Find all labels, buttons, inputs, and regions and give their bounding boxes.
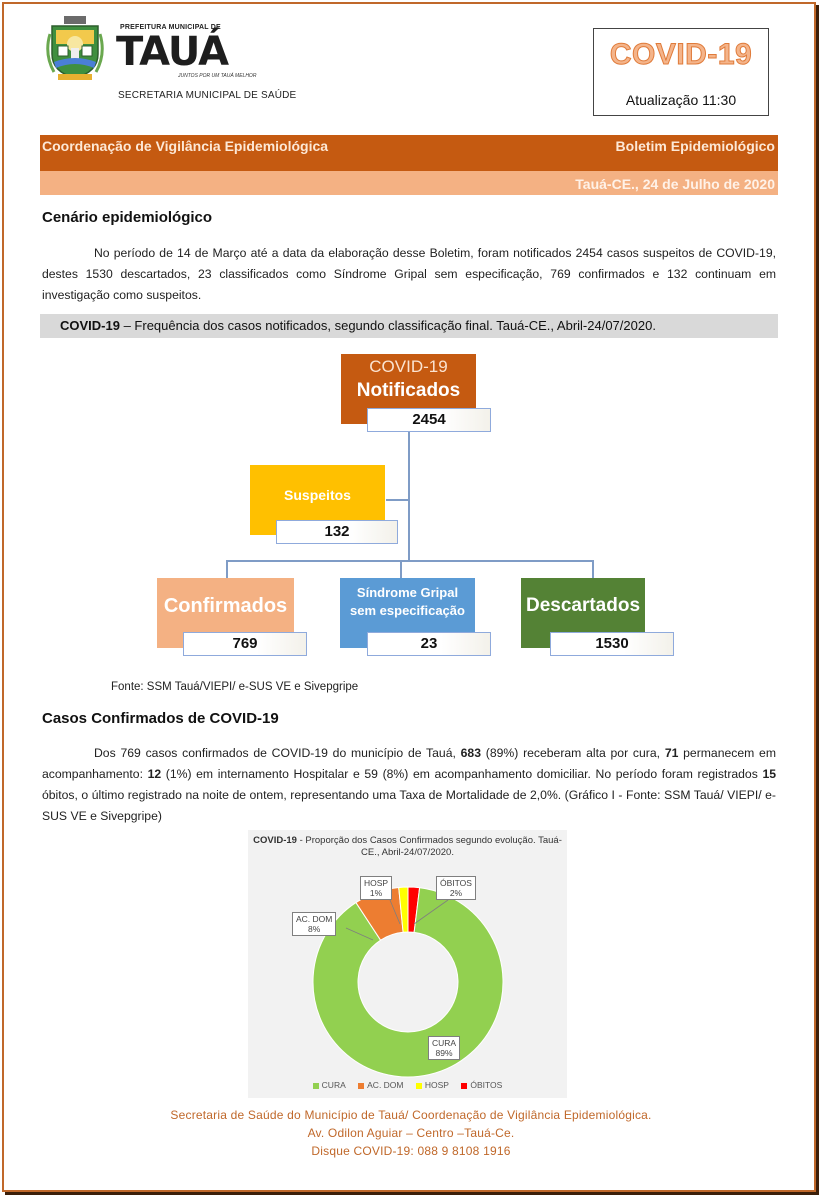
legend-item-acdom bbox=[358, 1080, 403, 1090]
label-obitos-pct: 2% bbox=[449, 888, 463, 898]
brand-name: TAUÁ bbox=[116, 29, 229, 75]
deaths-count: 15 bbox=[762, 767, 776, 781]
connector-trunk bbox=[408, 432, 410, 560]
donut-chart bbox=[248, 830, 567, 1098]
node-notificados-line2: Notificados bbox=[356, 380, 461, 401]
caption-rest: – Frequência dos casos notificados, segundo classificação final. Tauá-CE., Abril-24/07/2020. bbox=[119, 318, 656, 333]
label-hosp bbox=[360, 876, 392, 900]
diagram-source: Fonte: SSM Tauá/VIEPI/ e-SUS VE e Sivepgripe bbox=[111, 681, 359, 693]
connector-sindrome bbox=[400, 560, 402, 578]
text-run: Dos 769 casos confirmados de COVID-19 do município de Tauá, bbox=[94, 746, 461, 760]
bulletin-date: Tauá-CE., 24 de Julho de 2020 bbox=[575, 176, 775, 192]
label-obitos-name: ÓBITOS bbox=[440, 878, 472, 888]
legend-item-cura bbox=[313, 1080, 346, 1090]
label-hosp-pct: 1% bbox=[369, 888, 383, 898]
section-title-confirmed: Casos Confirmados de COVID-19 bbox=[42, 710, 279, 727]
chart-legend bbox=[248, 1080, 567, 1090]
label-acdom-name: AC. DOM bbox=[296, 914, 333, 924]
value-sindrome-gripal: 23 bbox=[367, 632, 491, 656]
bulletin-label: Boletim Epidemiológico bbox=[615, 138, 775, 154]
legend-label: CURA bbox=[321, 1080, 346, 1090]
text-run: (1%) em internamento Hospitalar e 59 (8%) em acompanhamento domiciliar. No período foram registrados bbox=[161, 767, 763, 781]
legend-swatch bbox=[416, 1083, 422, 1089]
scenario-paragraph: No período de 14 de Março até a data da elaboração desse Boletim, foram notificados 2454 casos suspeitos de COVID-19, destes 1530 descartados, 23 classificados como Síndrome Gripal sem especificação, 769 confirmados e 132 continuam em investigação como suspeitos. bbox=[42, 246, 776, 302]
connector-suspeitos bbox=[386, 499, 409, 501]
coordination-label: Coordenação de Vigilância Epidemiológica bbox=[42, 138, 329, 154]
footer-phone: Disque COVID-19: 088 9 8108 1916 bbox=[311, 1144, 511, 1158]
legend-item-hosp bbox=[416, 1080, 449, 1090]
followup-count: 71 bbox=[664, 746, 679, 760]
footer-address: Av. Odilon Aguiar – Centro –Tauá-Ce. bbox=[307, 1126, 515, 1140]
municipal-logo bbox=[44, 14, 274, 86]
node-sindrome-line1: Síndrome Gripal bbox=[356, 585, 459, 600]
diagram-caption bbox=[60, 318, 656, 334]
label-hosp-name: HOSP bbox=[364, 878, 389, 888]
covid-title-box bbox=[593, 28, 769, 116]
brand-slogan: JUNTOS POR UM TAUÁ MELHOR bbox=[178, 73, 257, 79]
text-run: permanecem em acompanhamento: bbox=[42, 746, 776, 781]
confirmed-paragraph bbox=[42, 743, 776, 827]
caption-bold: COVID-19 bbox=[60, 318, 120, 333]
donut-svg bbox=[248, 830, 567, 1098]
legend-label: HOSP bbox=[424, 1080, 449, 1090]
covid-title: COVID-19 bbox=[609, 38, 753, 71]
brand-prefix: PREFEITURA MUNICIPAL DE bbox=[120, 24, 221, 31]
hospital-count: 12 bbox=[147, 767, 162, 781]
section-title-scenario: Cenário epidemiológico bbox=[42, 209, 213, 226]
brand-block bbox=[116, 24, 276, 79]
chart-title-rest: - Proporção dos Casos Confirmados segundo evolução. Tauá-CE., Abril-24/07/2020. bbox=[296, 835, 562, 858]
legend-swatch bbox=[461, 1083, 467, 1089]
text-run: óbitos, o último registrado na noite de ontem, representando uma Taxa de Mortalidade de 2,0%. (Gráfico I - Fonte: SSM Tauá/ VIEPI/ e-SUS VE e Sivepgripe) bbox=[42, 788, 776, 823]
crest-icon bbox=[44, 14, 106, 84]
legend-item-obitos bbox=[461, 1080, 502, 1090]
legend-label: ÓBITOS bbox=[470, 1080, 503, 1090]
cured-count: 683 bbox=[460, 746, 481, 760]
node-suspeitos-label: Suspeitos bbox=[284, 487, 351, 503]
label-acdom bbox=[292, 912, 336, 936]
label-obitos bbox=[436, 876, 476, 900]
connector-confirmados bbox=[226, 560, 228, 578]
value-notificados: 2454 bbox=[367, 408, 491, 432]
footer-line-1: Secretaria de Saúde do Município de Tauá/ Coordenação de Vigilância Epidemiológica. bbox=[170, 1108, 652, 1122]
update-time: Atualização 11:30 bbox=[625, 92, 737, 108]
chart-title-bold: COVID-19 bbox=[253, 835, 297, 846]
text-run: (89%) receberam alta por cura, bbox=[481, 746, 665, 760]
label-cura-pct: 89% bbox=[435, 1048, 453, 1058]
value-descartados: 1530 bbox=[550, 632, 674, 656]
value-confirmados: 769 bbox=[183, 632, 307, 656]
node-sindrome-line2: sem especificação bbox=[350, 603, 465, 618]
value-suspeitos: 132 bbox=[276, 520, 398, 544]
node-descartados-label: Descartados bbox=[525, 595, 641, 616]
label-acdom-pct: 8% bbox=[308, 924, 321, 934]
node-confirmados-label: Confirmados bbox=[163, 595, 288, 617]
secretaria-label: SECRETARIA MUNICIPAL DE SAÚDE bbox=[118, 90, 297, 101]
connector-descartados bbox=[592, 560, 594, 578]
label-cura bbox=[428, 1036, 460, 1060]
legend-label: AC. DOM bbox=[367, 1080, 404, 1090]
legend-swatch bbox=[313, 1083, 319, 1089]
node-notificados-line1: COVID-19 bbox=[369, 357, 448, 376]
legend-swatch bbox=[358, 1083, 364, 1089]
connector-horizontal bbox=[226, 560, 594, 562]
label-cura-name: CURA bbox=[432, 1038, 457, 1048]
